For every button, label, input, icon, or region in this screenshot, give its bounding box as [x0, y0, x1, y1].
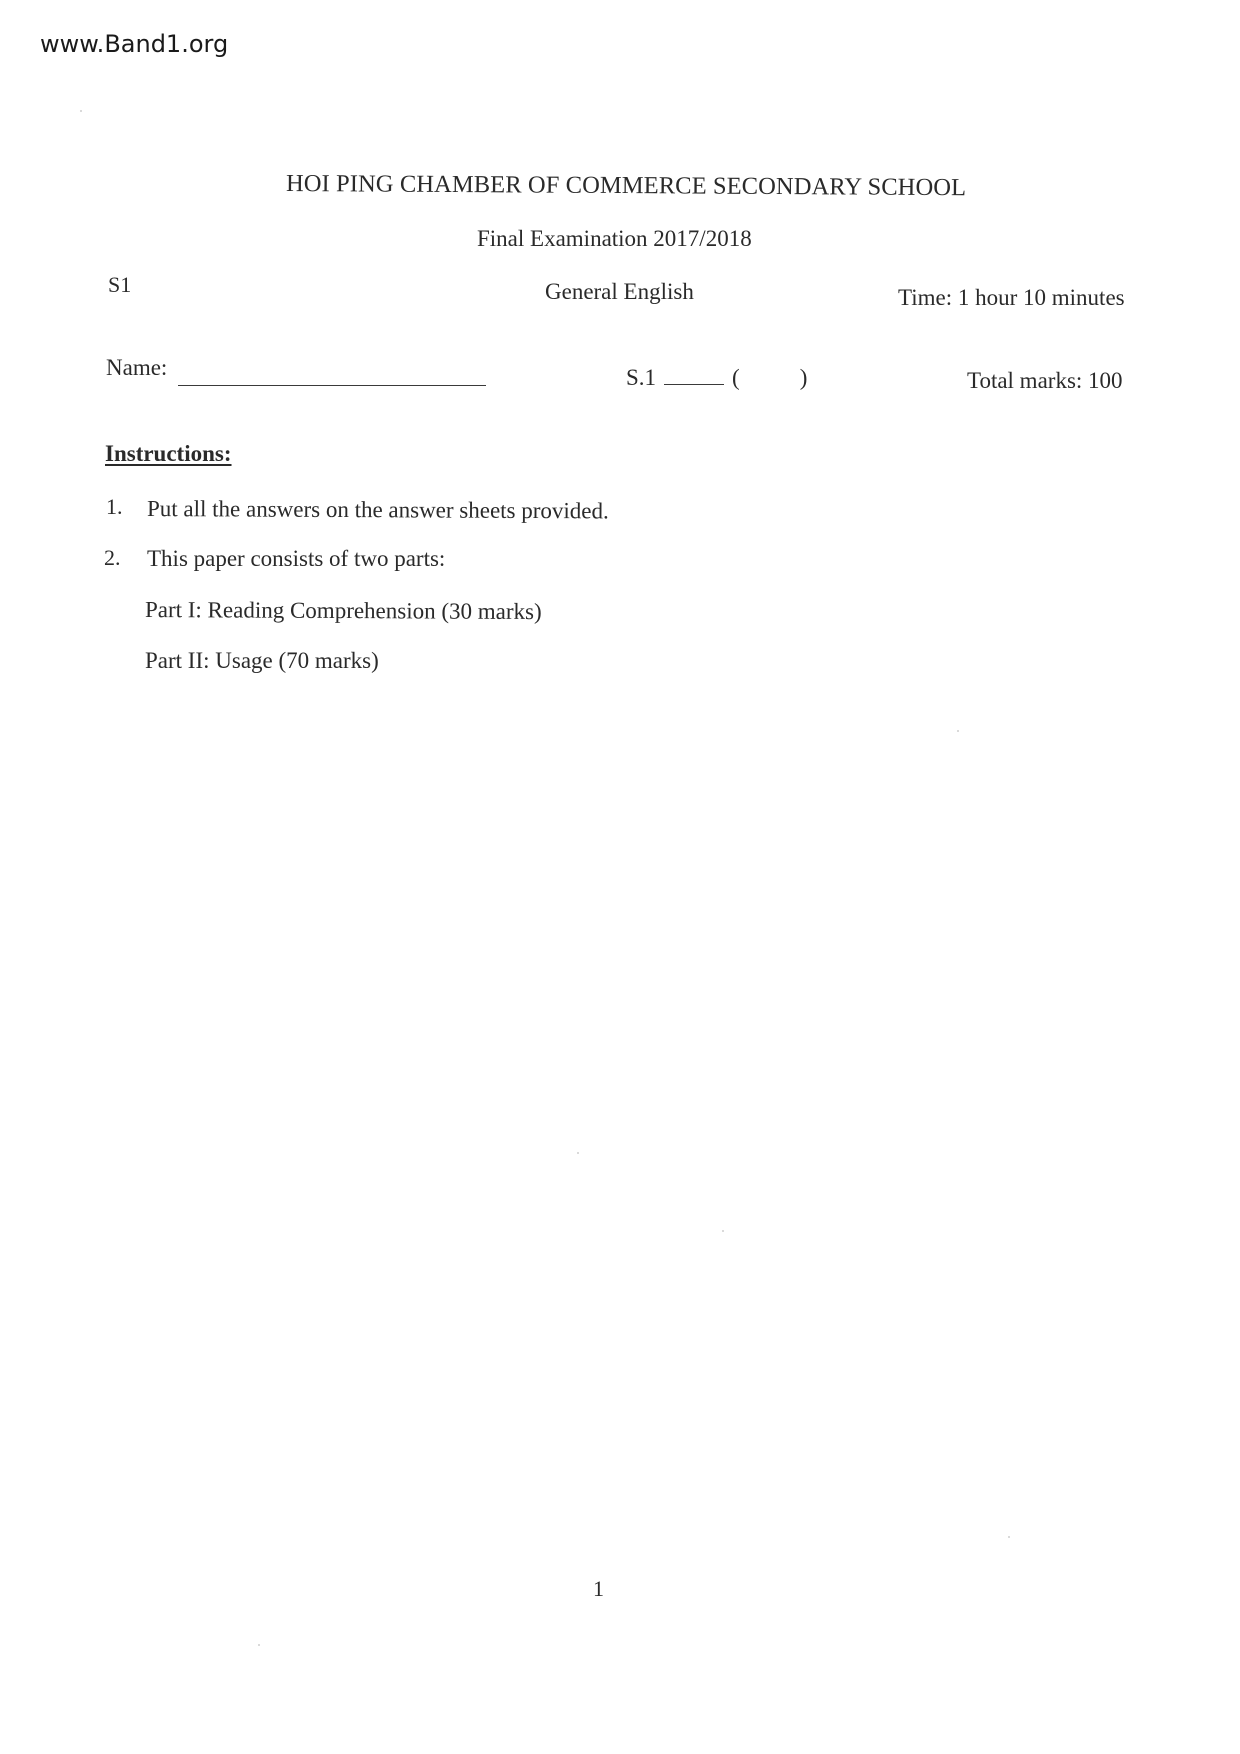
scan-speck	[1008, 1536, 1010, 1538]
class-label: S.1	[626, 365, 657, 390]
close-paren: )	[799, 365, 808, 390]
page-number: 1	[593, 1576, 604, 1601]
scan-speck	[577, 1152, 579, 1154]
watermark-url: www.Band1.org	[40, 30, 229, 58]
scan-speck	[80, 110, 82, 112]
instruction-number: 2.	[104, 545, 121, 570]
form-level: S1	[108, 272, 132, 297]
time-allowed: Time: 1 hour 10 minutes	[898, 285, 1125, 310]
part-one-description: Part I: Reading Comprehension (30 marks)	[144, 597, 542, 625]
instruction-text: Put all the answers on the answer sheets provided.	[146, 496, 609, 524]
scan-speck	[722, 1230, 724, 1232]
class-blank-line	[664, 362, 724, 385]
scan-speck	[258, 1644, 260, 1646]
class-number-field	[626, 362, 807, 391]
instruction-number: 1.	[106, 494, 123, 519]
part-two-description: Part II: Usage (70 marks)	[145, 648, 379, 673]
exam-title: Final Examination 2017/2018	[477, 226, 752, 251]
school-name: HOI PING CHAMBER OF COMMERCE SECONDARY SCHOOL	[285, 170, 967, 202]
open-paren: (	[732, 365, 740, 390]
name-label: Name:	[106, 355, 168, 380]
total-marks: Total marks: 100	[967, 368, 1123, 393]
scan-speck	[957, 730, 959, 732]
instructions-heading: Instructions:	[105, 441, 232, 466]
instruction-text: This paper consists of two parts:	[147, 546, 446, 571]
subject-title: General English	[545, 279, 694, 304]
name-blank-line	[178, 385, 486, 386]
